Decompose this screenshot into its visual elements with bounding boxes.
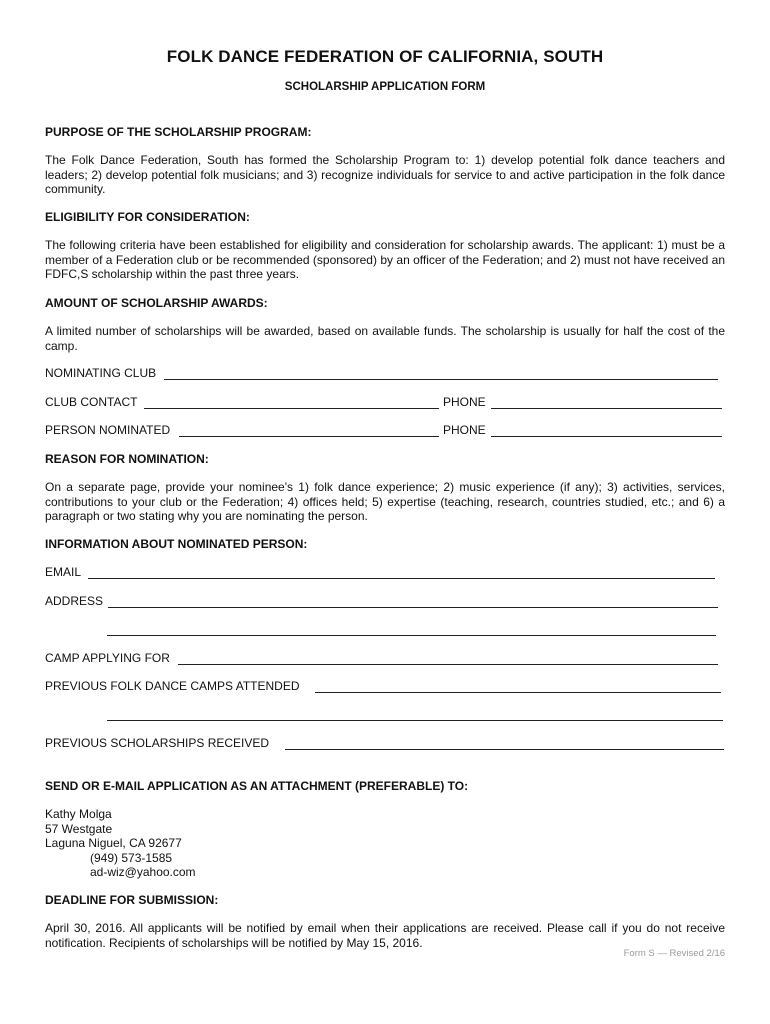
camp-applying-field [45,651,725,667]
club-contact-field [45,395,725,411]
previous-camps-second-line-field [45,707,725,723]
previous-scholarships-label: PREVIOUS SCHOLARSHIPS RECEIVED [45,736,270,750]
club-contact-label: CLUB CONTACT [45,395,138,409]
previous-camps-field [45,679,725,695]
contact-street: 57 Westgate [45,821,113,836]
person-nominated-label: PERSON NOMINATED [45,423,171,437]
person-nominated-phone-input-line[interactable] [491,436,722,437]
eligibility-text: The following criteria have been established for eligibility and consideration for scholarship awards. The applicant: 1) must be a member of a Federation club or be recommended (sponsored) by an officer of the Federation; and 2) must not have received an FDFC,S scholarship within the past three years. [45,238,725,281]
club-contact-input-line[interactable] [144,408,439,409]
revision-note: Form S — Revised 2/16 [623,948,725,959]
contact-address-block [45,807,196,880]
person-nominated-field [45,423,725,439]
reason-heading: REASON FOR NOMINATION: [45,452,209,466]
page-title: FOLK DANCE FEDERATION OF CALIFORNIA, SOUTH [166,47,604,66]
person-nominated-input-line[interactable] [179,436,439,437]
previous-scholarships-field [45,736,725,752]
person-nominated-phone-label: PHONE [443,423,486,437]
form-subtitle: SCHOLARSHIP APPLICATION FORM [284,81,486,93]
camp-applying-input-line[interactable] [178,664,718,665]
deadline-text: April 30, 2016. All applicants will be notified by email when their applications are received. Please call if you do not receive notification. Recipients of scholarships will be notified by May 15, 2016. [45,921,725,950]
reason-text: On a separate page, provide your nominee's 1) folk dance experience; 2) music experience (if any); 3) activities, services, contributions to your club or the Federation; 4) offices held; 5) expertise (teaching, research, countries studied, etc.; and 6) a paragraph or two stating why you are nominating the person. [45,480,725,523]
deadline-heading: DEADLINE FOR SUBMISSION: [45,893,219,907]
info-heading: INFORMATION ABOUT NOMINATED PERSON: [45,537,308,551]
email-field [45,565,725,581]
previous-scholarships-input-line[interactable] [285,749,724,750]
contact-name: Kathy Molga [45,807,112,821]
form-page [45,0,725,1024]
eligibility-heading: ELIGIBILITY FOR CONSIDERATION: [45,210,250,224]
club-contact-phone-label: PHONE [443,395,486,409]
club-contact-phone-input-line[interactable] [491,408,722,409]
email-input-line[interactable] [88,578,715,579]
address-field [45,594,725,610]
previous-camps-label: PREVIOUS FOLK DANCE CAMPS ATTENDED [45,679,300,693]
nominating-club-label: NOMINATING CLUB [45,366,157,380]
send-heading: SEND OR E-MAIL APPLICATION AS AN ATTACHMENT (PREFERABLE) TO: [45,779,469,793]
nominating-club-field [45,366,725,382]
purpose-text: The Folk Dance Federation, South has formed the Scholarship Program to: 1) develop potential folk dance teachers and leaders; 2) develop potential folk musicians; and 3) recognize individuals for service to and active participation in the folk dance community. [45,153,725,196]
contact-email[interactable]: ad-wiz@yahoo.com [90,865,196,879]
address-label: ADDRESS [45,594,104,608]
previous-camps-input-line[interactable] [315,692,721,693]
amount-text: A limited number of scholarships will be awarded, based on available funds. The scholarship is usually for half the cost of the camp. [45,324,725,353]
amount-heading: AMOUNT OF SCHOLARSHIP AWARDS: [45,296,268,310]
camp-applying-label: CAMP APPLYING FOR [45,651,170,665]
address-input-line[interactable] [108,607,718,608]
address-second-line-field [45,622,725,638]
nominating-club-input-line[interactable] [164,379,718,380]
previous-camps-line-2-input-line[interactable] [107,720,723,721]
contact-city: Laguna Niguel, CA 92677 [45,836,182,850]
purpose-heading: PURPOSE OF THE SCHOLARSHIP PROGRAM: [45,125,312,139]
email-label: EMAIL [45,565,82,579]
contact-phone: (949) 573-1585 [90,850,173,865]
address-line-2-input-line[interactable] [107,635,716,636]
